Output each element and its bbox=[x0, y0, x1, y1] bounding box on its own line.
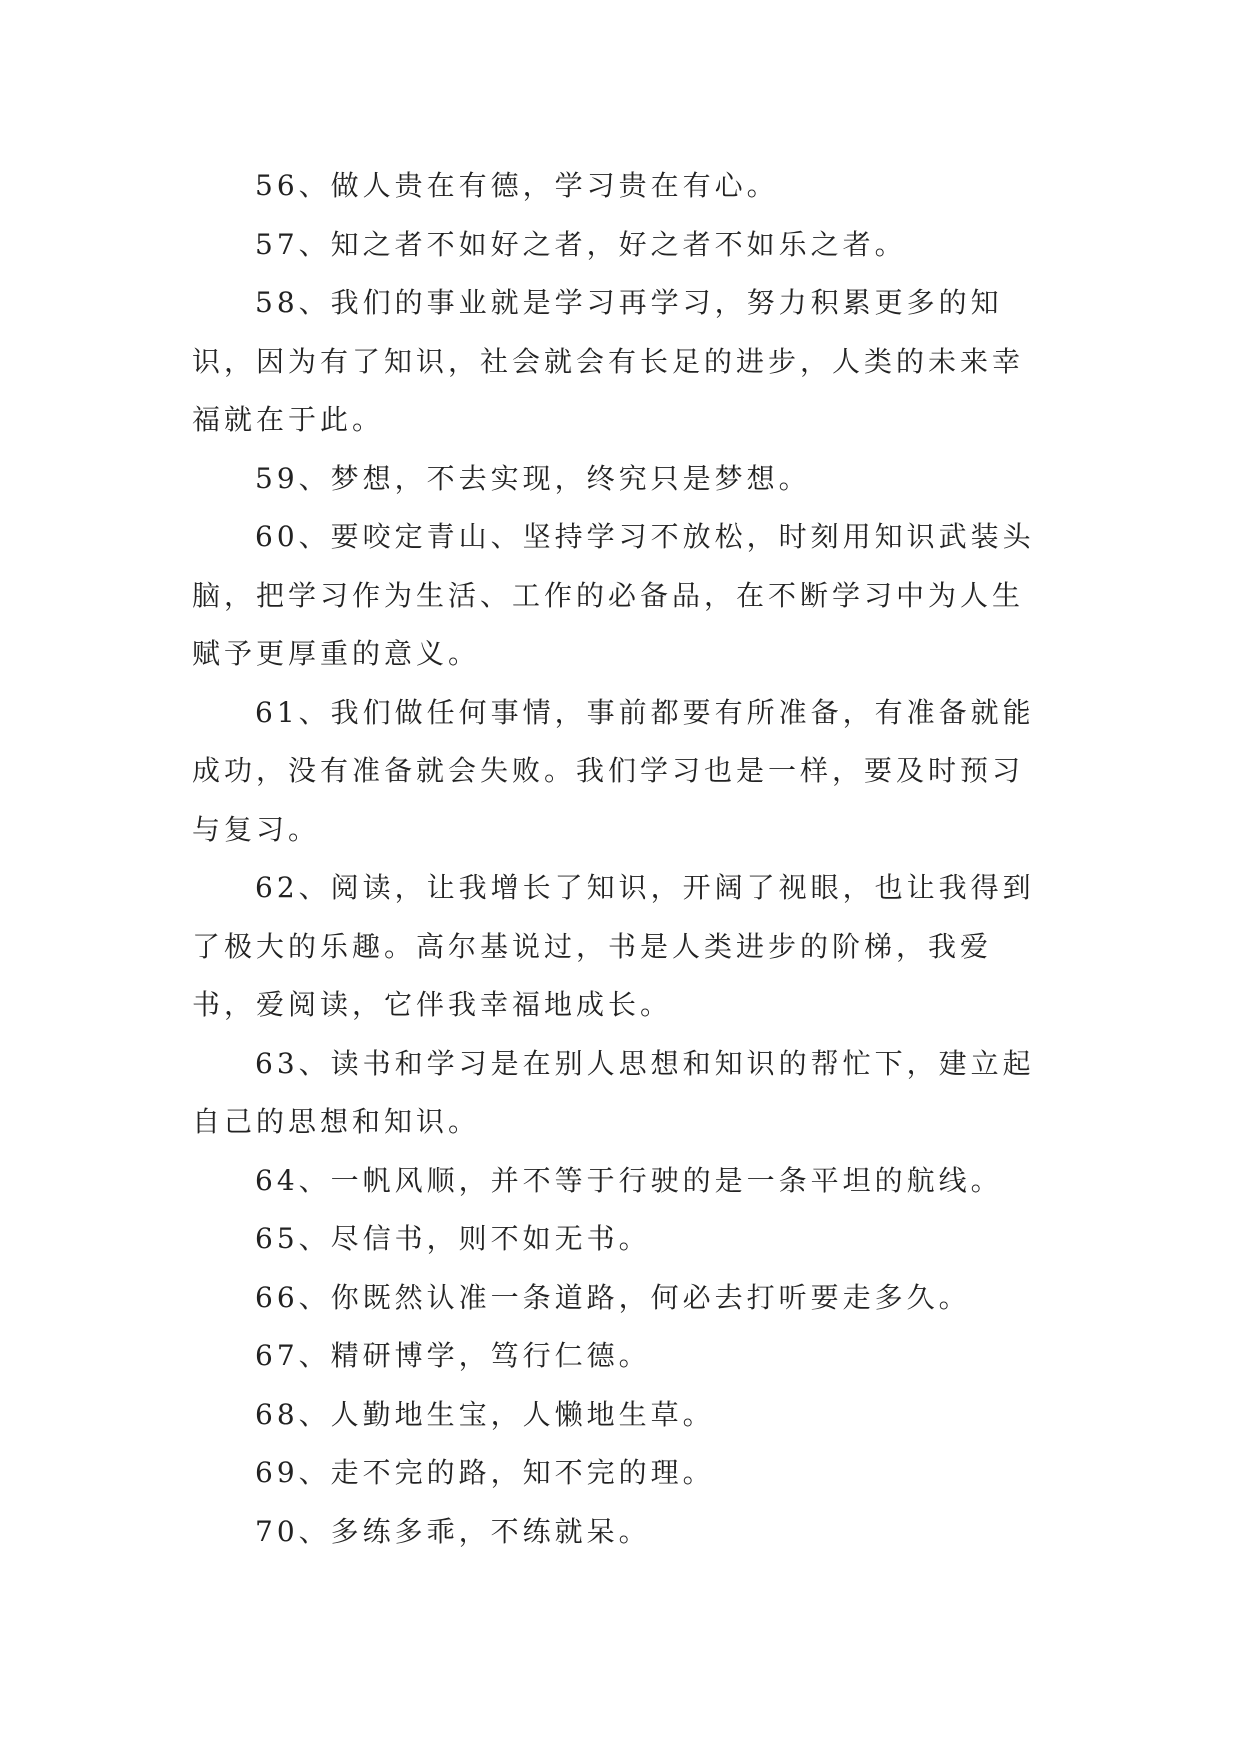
paragraph-56: 56、做人贵在有德，学习贵在有心。 bbox=[255, 169, 779, 202]
document-body bbox=[192, 157, 1048, 1561]
paragraph-66: 66、你既然认准一条道路，何必去打听要走多久。 bbox=[255, 1280, 971, 1314]
paragraph-63: 63、读书和学习是在别人思想和知识的帮忙下，建立起自己的思想和知识。 bbox=[192, 1046, 1035, 1138]
paragraph-60: 60、要咬定青山、坚持学习不放松，时刻用知识武装头脑，把学习作为生活、工作的必备品，在不断学习中为人生赋予更厚重的意义。 bbox=[192, 520, 1035, 670]
paragraph-59: 59、梦想，不去实现，终究只是梦想。 bbox=[255, 461, 811, 495]
paragraph-68: 68、人勤地生宝，人懒地生草。 bbox=[255, 1397, 715, 1431]
paragraph-58: 58、我们的事业就是学习再学习，努力积累更多的知识，因为有了知识，社会就会有长足的进步，人类的未来幸福就在于此。 bbox=[192, 286, 1025, 436]
paragraph-70: 70、多练多乖，不练就呆。 bbox=[255, 1514, 651, 1548]
paragraph-57: 57、知之者不如好之者，好之者不如乐之者。 bbox=[255, 227, 907, 261]
paragraph-69: 69、走不完的路，知不完的理。 bbox=[255, 1456, 715, 1489]
paragraph-65: 65、尽信书，则不如无书。 bbox=[255, 1222, 651, 1255]
paragraph-64: 64、一帆风顺，并不等于行驶的是一条平坦的航线。 bbox=[255, 1163, 1003, 1197]
paragraph-62: 62、阅读，让我增长了知识，开阔了视眼，也让我得到了极大的乐趣。高尔基说过，书是人类进步的阶梯，我爱书，爱阅读，它伴我幸福地成长。 bbox=[192, 871, 1035, 1021]
paragraph-61: 61、我们做任何事情，事前都要有所准备，有准备就能成功，没有准备就会失败。我们学习也是一样，要及时预习与复习。 bbox=[192, 695, 1035, 846]
paragraph-67: 67、精研博学，笃行仁德。 bbox=[255, 1339, 651, 1372]
